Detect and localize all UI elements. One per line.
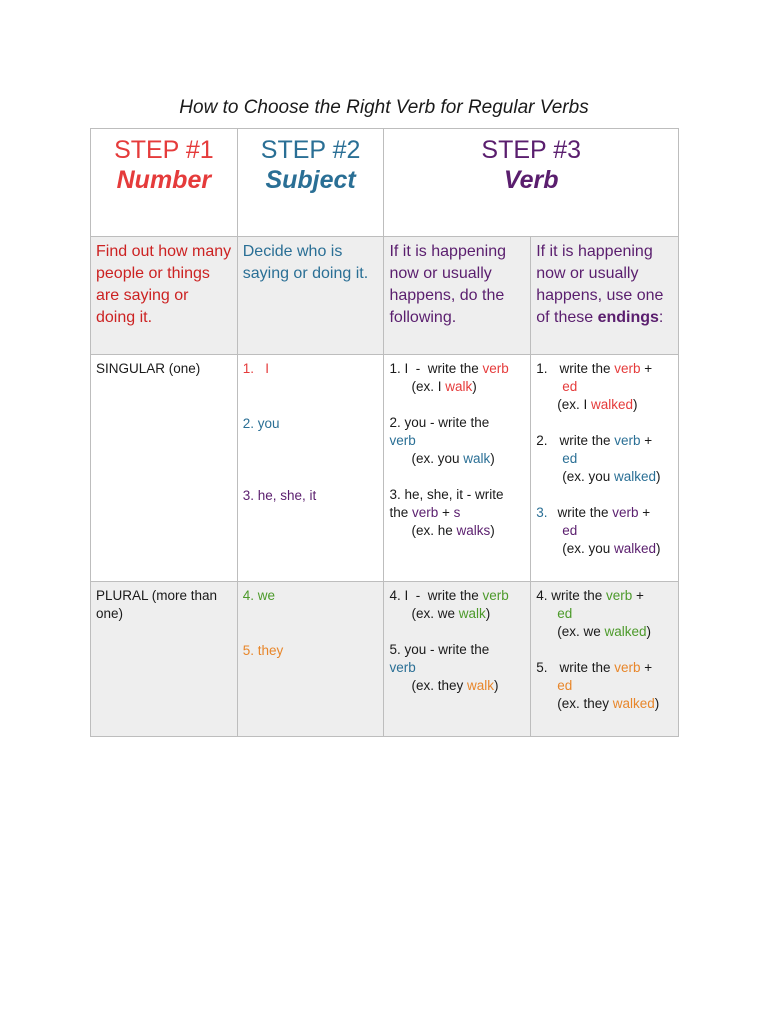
past-he-num: 3. [536, 505, 548, 520]
example-text: (ex. he [411, 523, 457, 538]
present-we-example [389, 605, 525, 623]
plural-present [384, 582, 530, 700]
past-we-text: 4. write the [536, 588, 606, 603]
step1-sub: Number [116, 166, 212, 194]
verb-table [90, 128, 679, 737]
past-you-plus: + [640, 433, 653, 448]
example-close: ) [494, 678, 499, 693]
present-he-plus: + [438, 505, 454, 520]
example-verb: walked [604, 624, 647, 639]
past-they-verb: verb [614, 660, 641, 675]
past-i-line [536, 360, 673, 378]
present-you-verb: verb [389, 433, 416, 448]
present-he-the: the [389, 505, 412, 520]
present-you-line: 2. you - write the [389, 415, 490, 430]
plural-label: PLURAL (more than one) [96, 588, 218, 621]
plural-past [531, 582, 678, 718]
past-he-example [536, 540, 673, 558]
step1-label: STEP #1 [114, 136, 214, 164]
example-text: (ex. we [557, 624, 605, 639]
present-he-s: s [453, 505, 461, 520]
present-i-verb: verb [482, 361, 509, 376]
past-they-example [536, 695, 673, 713]
example-text: (ex. they [411, 678, 467, 693]
example-verb: walk [445, 379, 473, 394]
singular-subjects [238, 355, 384, 510]
header-step3 [384, 129, 679, 237]
past-he-text: write the [557, 505, 613, 520]
example-verb: walked [590, 397, 633, 412]
present-i-example [389, 378, 525, 396]
example-text: (ex. I [557, 397, 591, 412]
past-i-text: write the [559, 361, 615, 376]
past-we-verb: verb [605, 588, 633, 603]
present-they-line: 5. you - write the [389, 642, 490, 657]
past-you-example [536, 468, 673, 486]
example-close: ) [646, 624, 651, 639]
past-i-ed: ed [562, 379, 578, 394]
plural-subjects [238, 582, 384, 665]
past-they-line [536, 659, 673, 677]
past-you-verb: verb [614, 433, 641, 448]
past-he-plus: + [638, 505, 651, 520]
present-we-line [389, 587, 525, 605]
present-we-text: 4. I - write the [389, 588, 483, 603]
past-i-example [536, 396, 673, 414]
singular-present [384, 355, 530, 545]
example-verb: walked [613, 469, 657, 484]
step3-sub: Verb [503, 166, 559, 194]
example-close: ) [472, 379, 477, 394]
past-he-verb: verb [612, 505, 639, 520]
example-close: ) [490, 451, 495, 466]
subject-they: 5. they [242, 643, 284, 658]
example-verb: walks [456, 523, 491, 538]
example-text: (ex. we [411, 606, 459, 621]
example-close: ) [656, 469, 661, 484]
example-close: ) [633, 397, 638, 412]
past-you-num: 2. [536, 433, 548, 448]
past-he-ed: ed [562, 523, 578, 538]
present-he-verb: verb [412, 505, 439, 520]
step2-sub: Subject [265, 166, 356, 194]
example-verb: walk [463, 451, 491, 466]
past-they-num: 5. [536, 660, 548, 675]
instruction-past [531, 237, 678, 333]
example-verb: walk [458, 606, 486, 621]
example-text: (ex. you [411, 451, 464, 466]
example-verb: walked [612, 696, 655, 711]
step2-label: STEP #2 [260, 136, 361, 164]
past-we-example [536, 623, 673, 641]
header-step1 [91, 129, 238, 237]
past-they-text: write the [559, 660, 615, 675]
example-close: ) [485, 606, 491, 621]
instruction-row [91, 237, 679, 355]
present-you-example [389, 450, 525, 468]
header-step2 [237, 129, 384, 237]
past-i-verb: verb [614, 361, 641, 376]
present-he-line2 [389, 504, 525, 522]
step3-label: STEP #3 [481, 136, 582, 164]
past-we-line [536, 587, 673, 605]
past-you-text: write the [559, 433, 615, 448]
present-they-example [389, 677, 525, 695]
instruction-present: If it is happening now or usually happens, do the following. [389, 243, 506, 326]
past-i-num: 1. [536, 361, 548, 376]
singular-row [91, 355, 679, 582]
example-text: (ex. they [557, 696, 613, 711]
instruction-number: Find out how many people or things are saying or doing it. [96, 243, 232, 326]
past-we-plus: + [632, 588, 644, 603]
example-verb: walk [467, 678, 495, 693]
present-i-line [389, 360, 525, 378]
instruction-subject: Decide who is saying or doing it. [242, 243, 369, 282]
instruction-past-endings: endings [597, 309, 659, 326]
present-i-text: 1. I - write the [389, 361, 483, 376]
subject-you: 2. you [242, 416, 280, 431]
past-i-plus: + [640, 361, 653, 376]
plural-row [91, 582, 679, 737]
example-close: ) [490, 523, 495, 538]
example-close: ) [656, 541, 661, 556]
present-he-line: 3. he, she, it - write [389, 487, 504, 502]
present-they-verb: verb [389, 660, 416, 675]
example-close: ) [654, 696, 660, 711]
example-text: (ex. I [411, 379, 446, 394]
past-he-line [536, 504, 673, 522]
subject-he-she-it: 3. he, she, it [242, 488, 317, 503]
past-we-ed: ed [557, 606, 573, 621]
example-text: (ex. you [562, 469, 614, 484]
example-verb: walked [613, 541, 657, 556]
past-you-ed: ed [562, 451, 578, 466]
example-text: (ex. you [562, 541, 614, 556]
singular-past [531, 355, 678, 563]
header-row [91, 129, 679, 237]
instruction-past-text: If it is happening now or usually happens, use one of these [536, 243, 664, 326]
past-they-ed: ed [557, 678, 573, 693]
present-he-example [389, 522, 525, 540]
past-you-line [536, 432, 673, 450]
present-we-verb: verb [482, 588, 509, 603]
instruction-past-colon: : [658, 309, 664, 326]
singular-label: SINGULAR (one) [96, 361, 201, 376]
subject-we: 4. we [242, 588, 276, 603]
past-they-plus: + [640, 660, 653, 675]
subject-i: 1. I [242, 361, 269, 376]
page-title: How to Choose the Right Verb for Regular Verbs [179, 97, 589, 118]
